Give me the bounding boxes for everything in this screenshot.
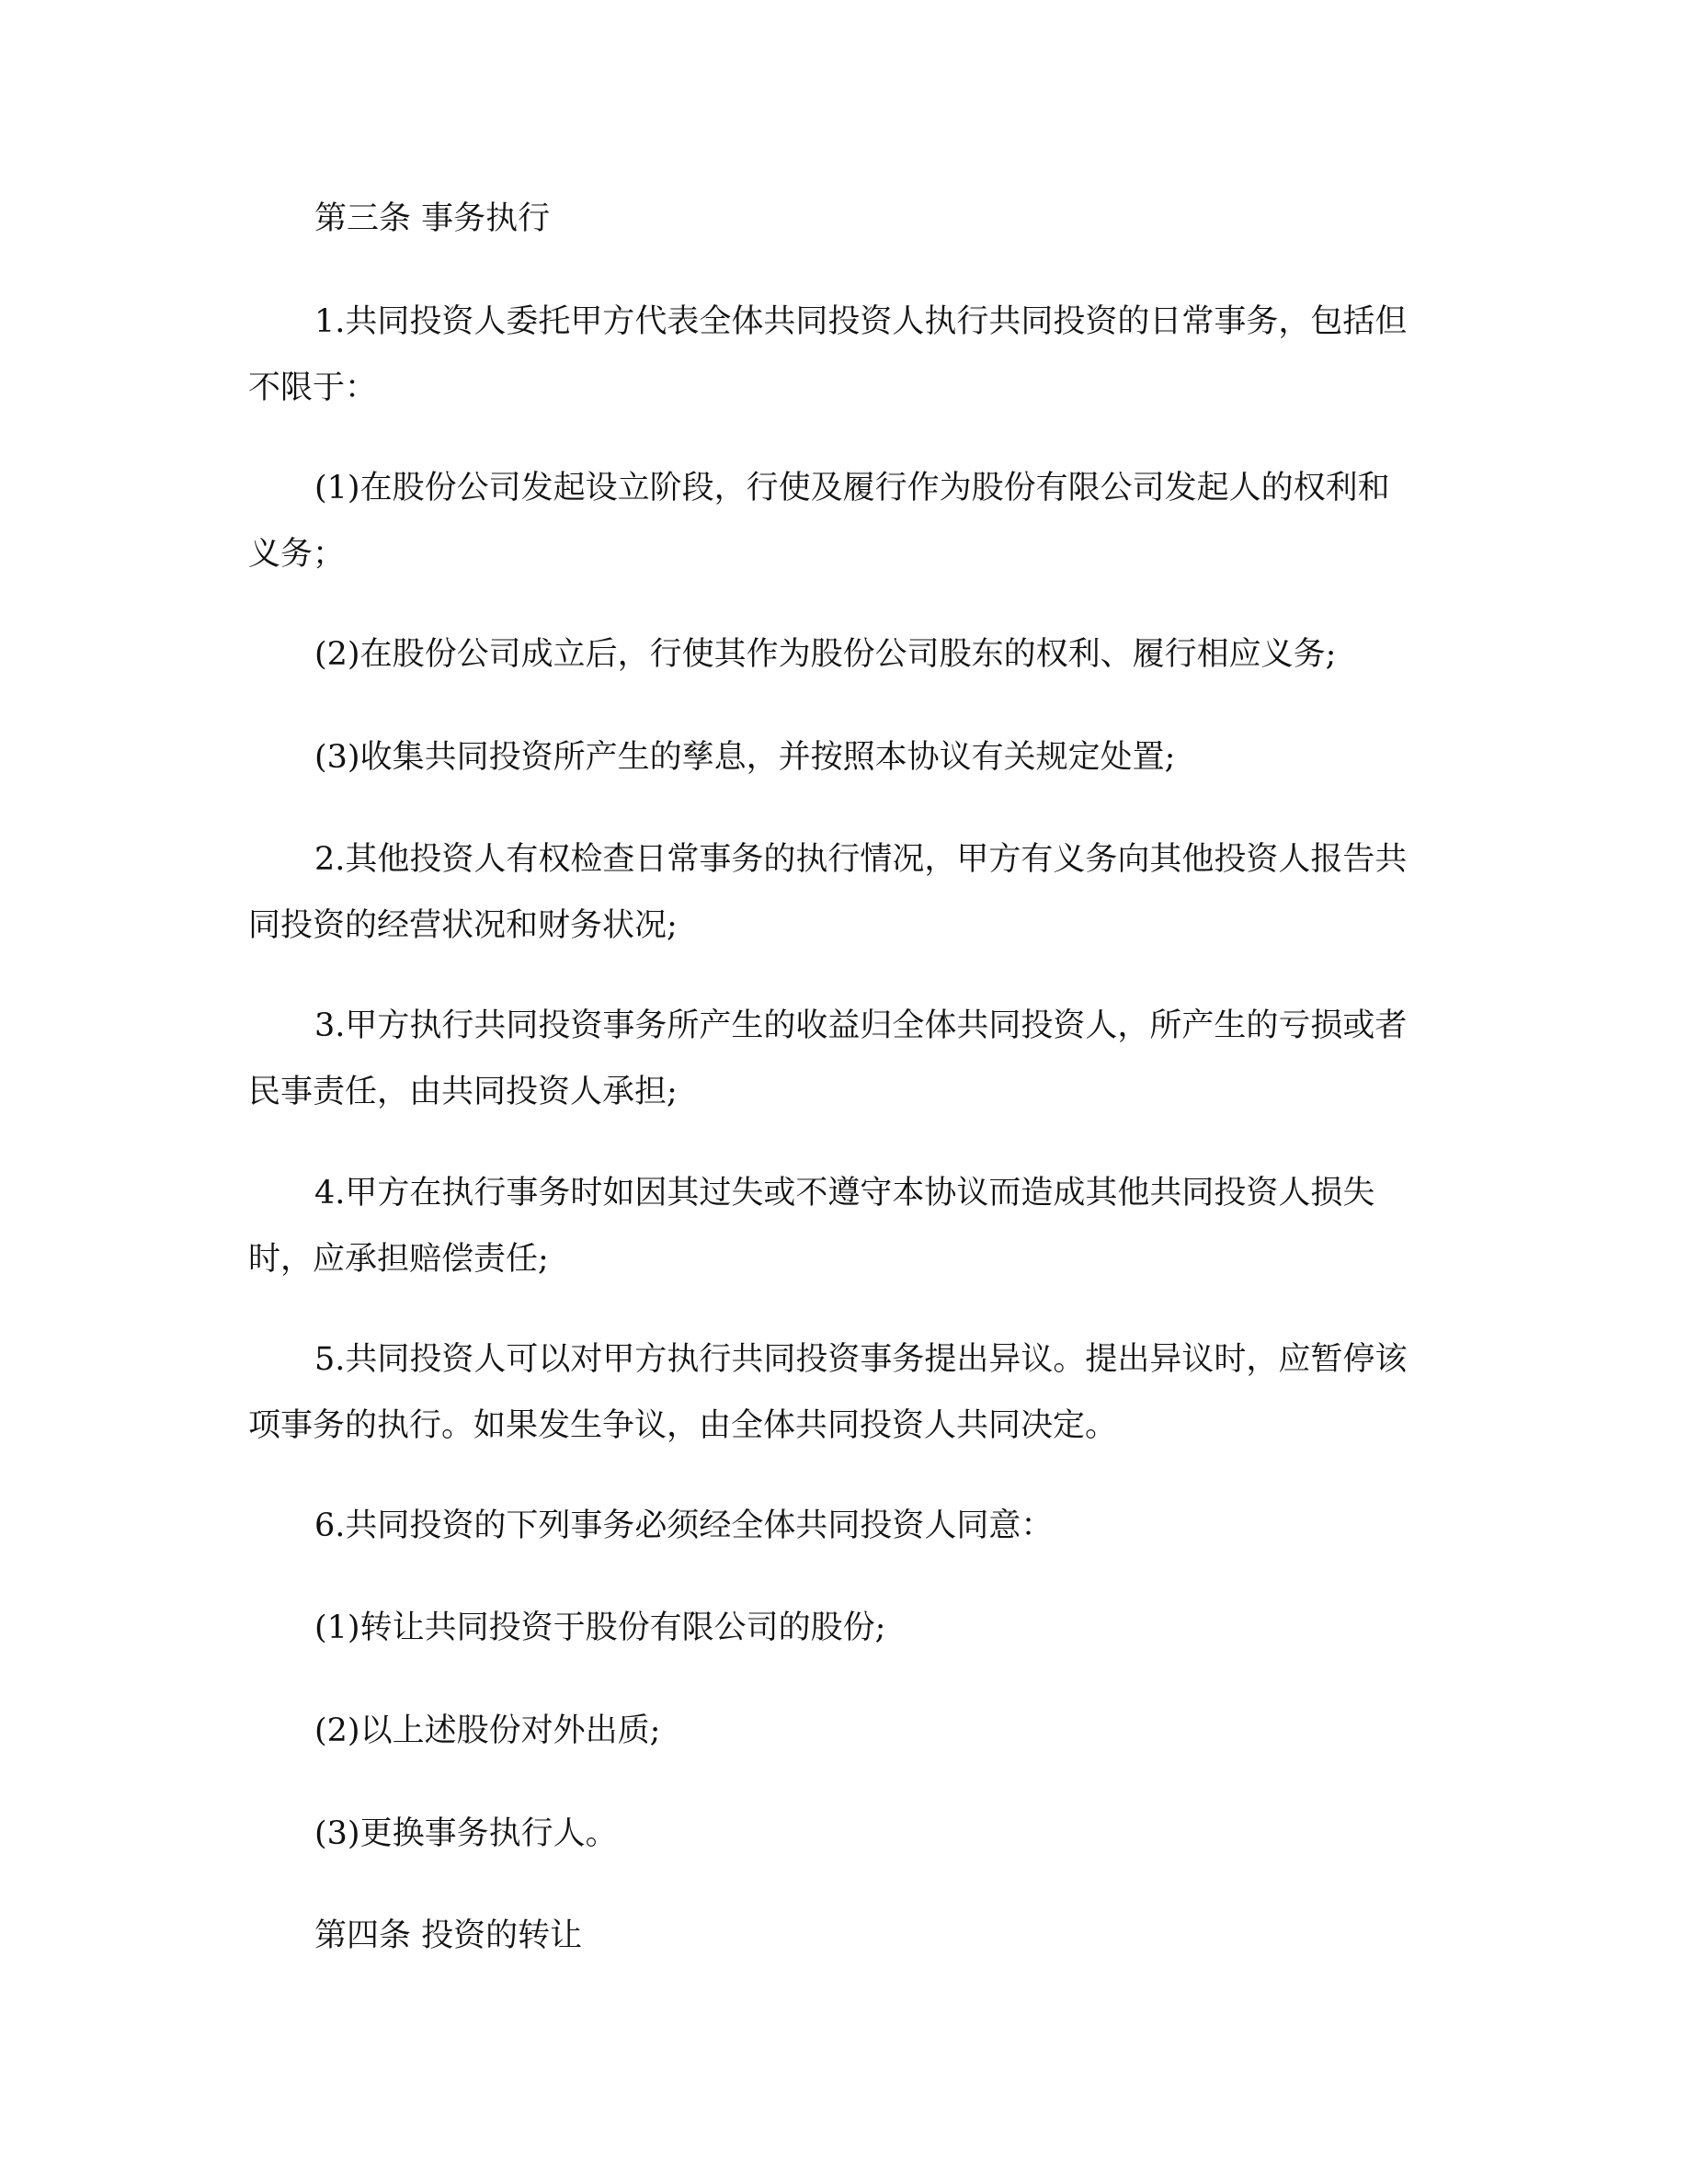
clause-3 xyxy=(248,993,1434,1125)
text-line: 第三条 事务执行 xyxy=(314,200,551,237)
clause-1-item-2 xyxy=(248,621,1434,688)
clause-6 xyxy=(248,1493,1434,1559)
text-line: 第四条 投资的转让 xyxy=(314,1917,583,1954)
text-line: 5.共同投资人可以对甲方执行共同投资事务提出异议。提出异议时，应暂停该 xyxy=(314,1341,1408,1378)
clause-1-item-3 xyxy=(248,724,1434,791)
clause-6-item-1 xyxy=(248,1595,1434,1661)
text-line: 3.甲方执行共同投资事务所产生的收益归全体共同投资人，所产生的亏损或者 xyxy=(314,1007,1408,1044)
article-3-heading xyxy=(248,186,1434,252)
text-line: 民事责任，由共同投资人承担; xyxy=(248,1074,678,1110)
text-line: 时，应承担赔偿责任; xyxy=(248,1241,549,1278)
text-line: 同投资的经营状况和财务状况; xyxy=(248,907,678,944)
text-line: (3)收集共同投资所产生的孳息，并按照本协议有关规定处置; xyxy=(314,739,1176,776)
clause-1 xyxy=(248,289,1434,421)
clause-4 xyxy=(248,1160,1434,1292)
text-line: 1.共同投资人委托甲方代表全体共同投资人执行共同投资的日常事务，包括但 xyxy=(314,303,1408,340)
text-line: 4.甲方在执行事务时如因其过失或不遵守本协议而造成其他共同投资人损失 xyxy=(314,1175,1375,1211)
clause-2 xyxy=(248,826,1434,959)
clause-5 xyxy=(248,1326,1434,1459)
clause-6-item-2 xyxy=(248,1698,1434,1764)
text-line: (3)更换事务执行人。 xyxy=(314,1815,618,1852)
text-line: (2)在股份公司成立后，行使其作为股份公司股东的权利、履行相应义务; xyxy=(314,636,1337,673)
clause-6-item-3 xyxy=(248,1801,1434,1867)
text-line: (1)转让共同投资于股份有限公司的股份; xyxy=(314,1610,886,1646)
text-line: 义务； xyxy=(248,536,346,573)
text-line: 项事务的执行。如果发生争议，由全体共同投资人共同决定。 xyxy=(248,1407,1118,1444)
clause-1-item-1 xyxy=(248,455,1434,587)
article-4-heading xyxy=(248,1903,1434,1969)
text-line: (2)以上述股份对外出质; xyxy=(314,1712,661,1749)
text-line: 2.其他投资人有权检查日常事务的执行情况，甲方有义务向其他投资人报告共 xyxy=(314,841,1408,878)
text-line: 不限于： xyxy=(248,370,378,406)
text-line: (1)在股份公司发起设立阶段，行使及履行作为股份有限公司发起人的权利和 xyxy=(314,470,1390,506)
text-line: 6.共同投资的下列事务必须经全体共同投资人同意： xyxy=(314,1507,1054,1544)
